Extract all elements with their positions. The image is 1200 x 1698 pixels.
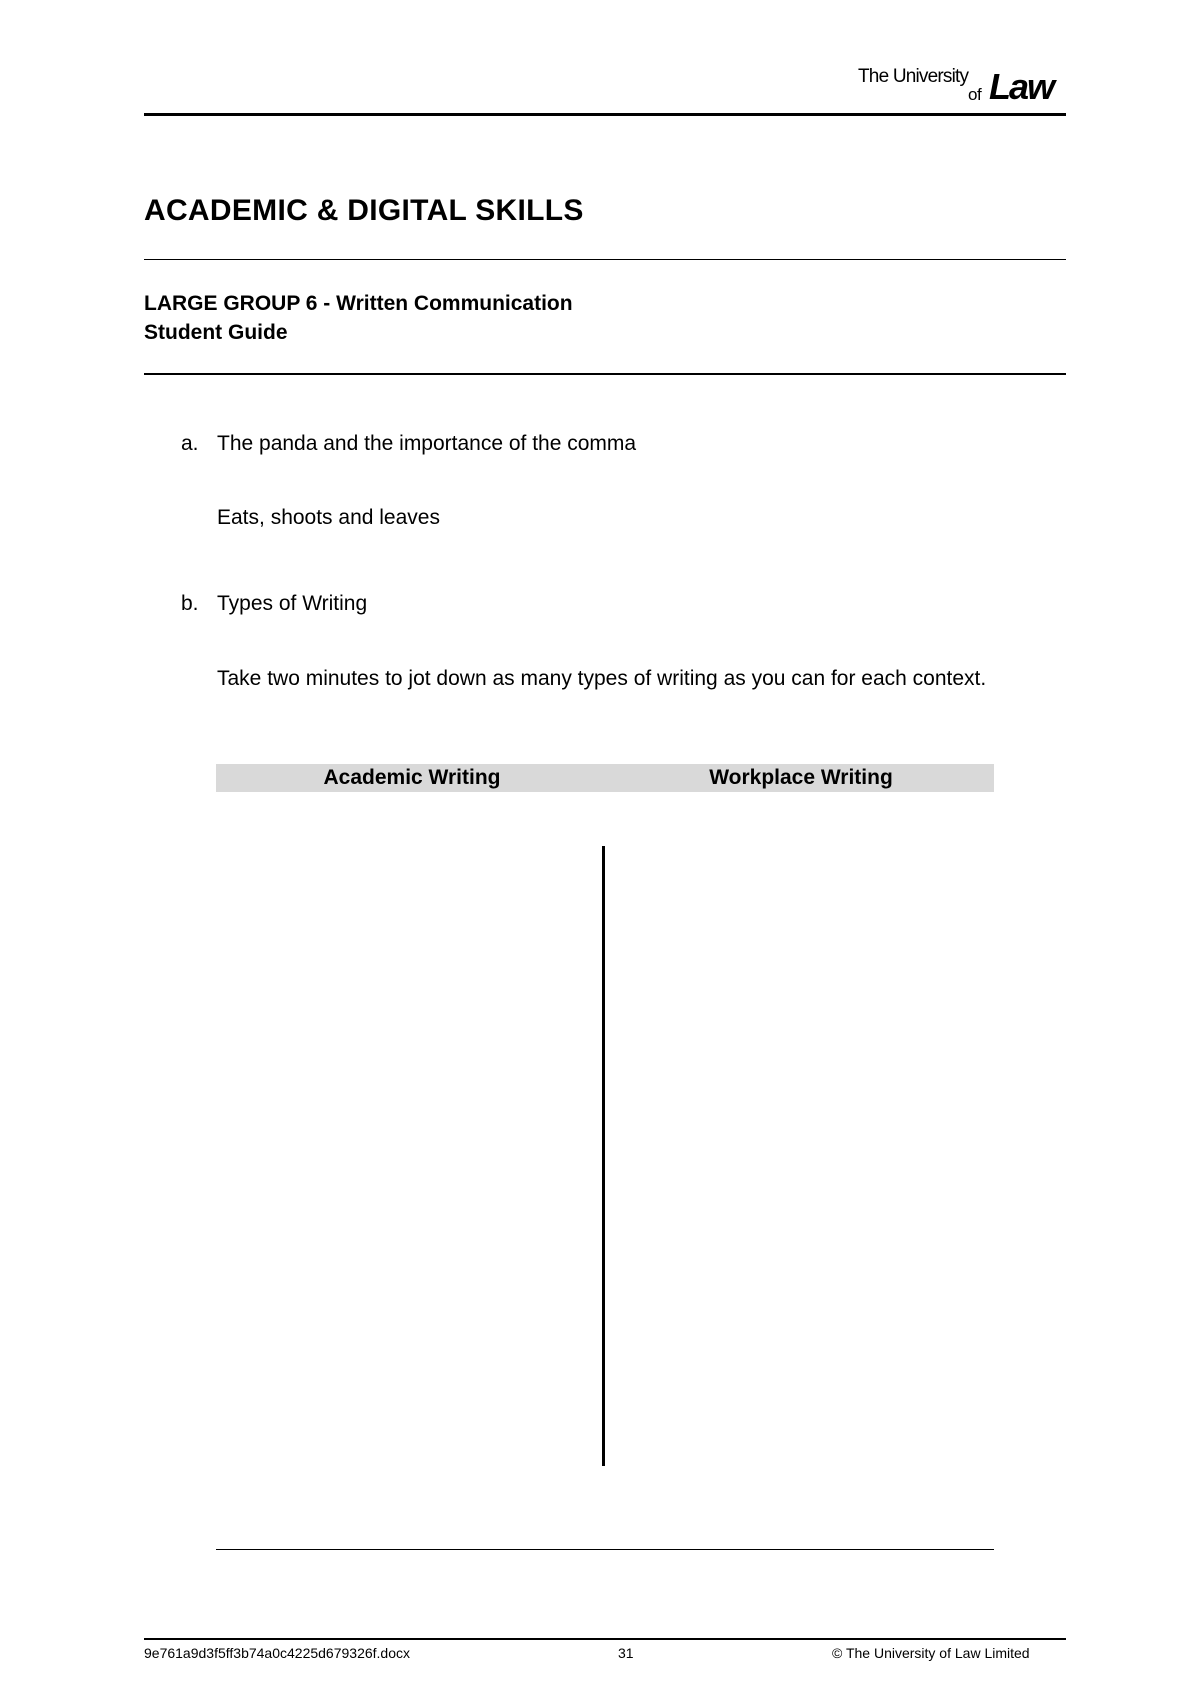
item-a-heading: The panda and the importance of the comma — [217, 432, 637, 455]
subtitle-guide: Student Guide — [144, 321, 288, 344]
item-a-letter: a. — [181, 432, 199, 455]
logo-law-text: Law — [989, 66, 1054, 107]
university-of-law-logo — [858, 66, 1068, 106]
document-title: ACADEMIC & DIGITAL SKILLS — [144, 194, 584, 227]
writing-types-table-header — [216, 764, 994, 792]
footer-page-number: 31 — [618, 1645, 634, 1661]
item-b-letter: b. — [181, 592, 199, 615]
answer-line — [216, 1549, 994, 1550]
logo-the-university-text: The University — [858, 66, 969, 87]
subtitle-session: LARGE GROUP 6 - Written Communication — [144, 292, 573, 315]
document-subtitle — [144, 289, 573, 347]
column-divider — [602, 846, 605, 1466]
title-rule — [144, 259, 1066, 260]
footer-rule — [144, 1638, 1066, 1640]
column-header-workplace: Workplace Writing — [709, 766, 893, 789]
item-b-heading: Types of Writing — [217, 592, 368, 615]
logo-of-text: of — [968, 85, 982, 104]
item-a-body: Eats, shoots and leaves — [217, 506, 440, 529]
footer-copyright: © The University of Law Limited — [832, 1645, 1030, 1661]
header-rule — [144, 113, 1066, 116]
item-b-body: Take two minutes to jot down as many types of writing as you can for each context. — [217, 667, 987, 690]
column-header-academic: Academic Writing — [323, 766, 501, 789]
subtitle-rule — [144, 373, 1066, 375]
footer-filename: 9e761a9d3f5ff3b74a0c4225d679326f.docx — [144, 1645, 410, 1661]
